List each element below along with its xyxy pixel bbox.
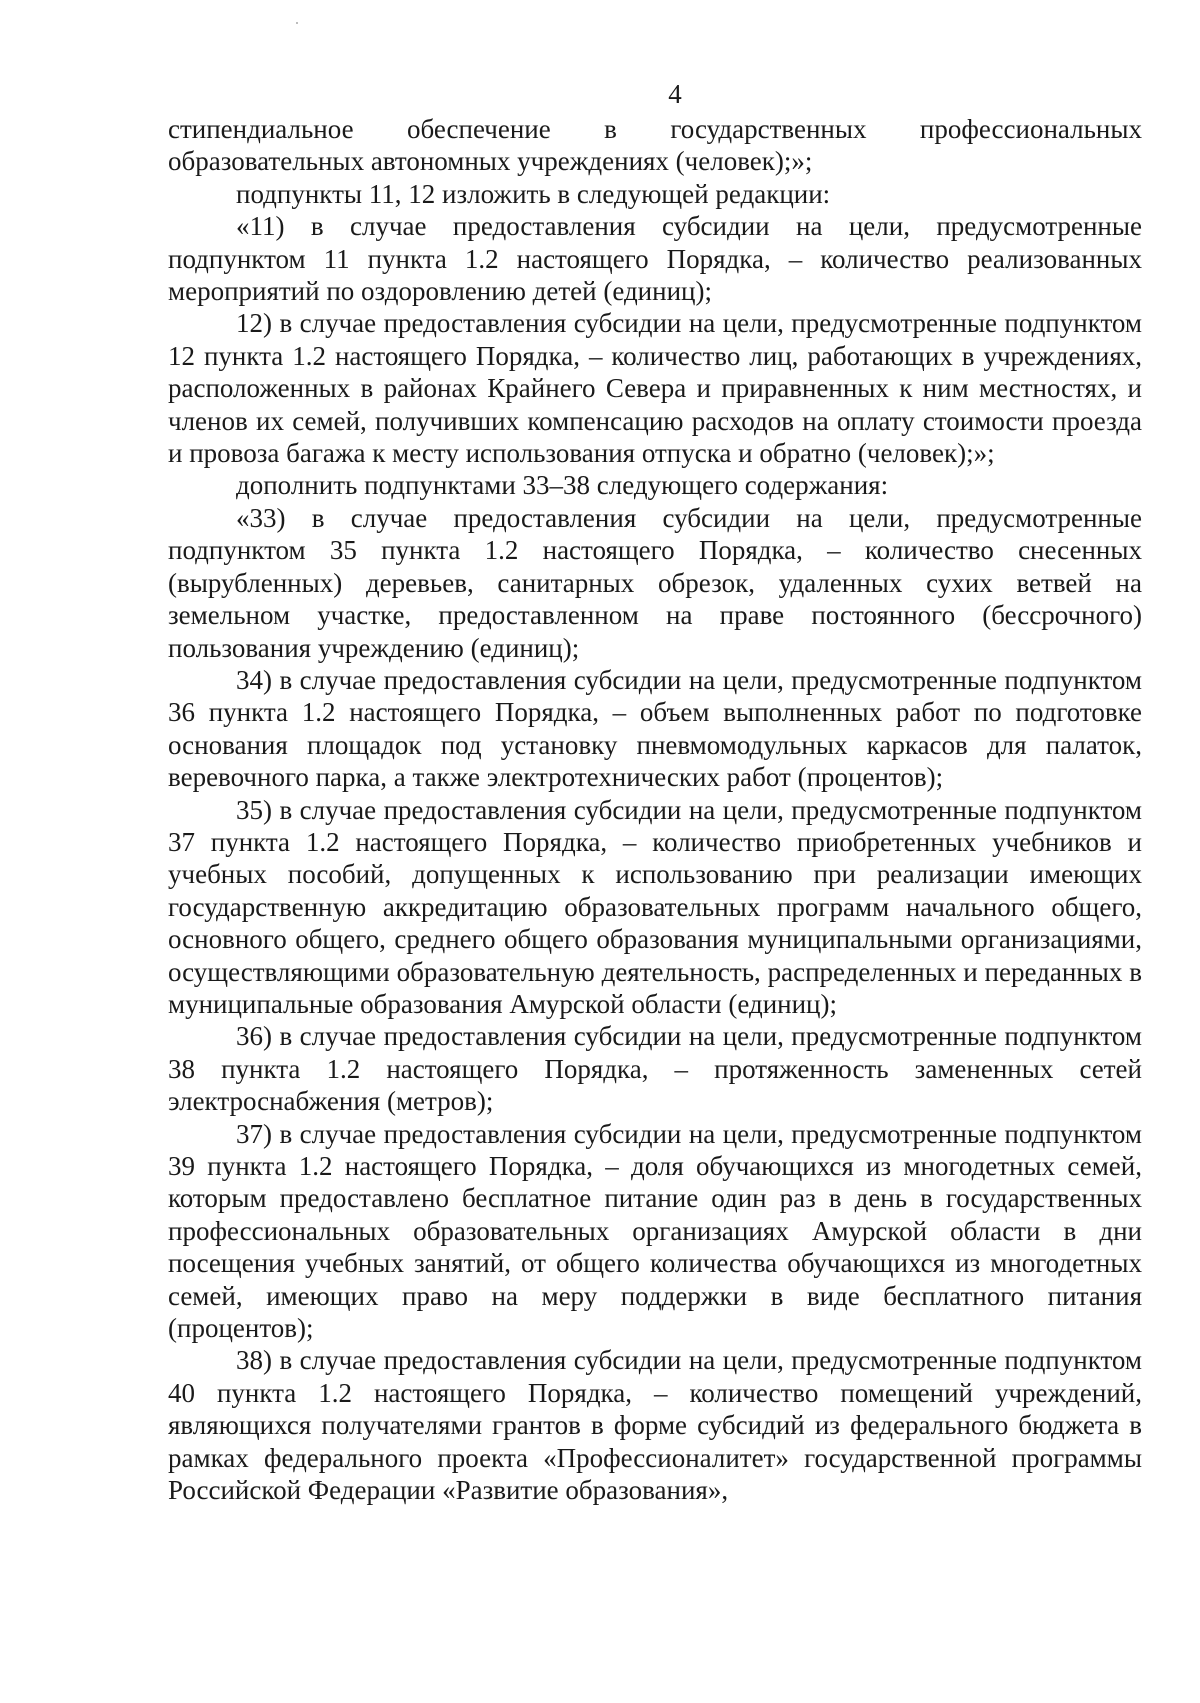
paragraph-item-11: «11) в случае предоставления субсидии на цели, предусмотренные подпунктом 11 пункта 1.2 настоящего Порядка, – количество реализованных мероприятий по оздоровлению детей (единиц); [168,211,1142,307]
paragraph-subitems-33-38-intro: дополнить подпунктами 33–38 следующего содержания: [236,470,889,501]
paragraph-item-12: 12) в случае предоставления субсидии на цели, предусмотренные подпунктом 12 пункта 1.2 настоящего Порядка, – количество лиц, работающих в учреждениях, расположенных в районах Крайнего Севера и приравненных к ним местностях, и членов их семей, получивших компенсацию расходов на оплату стоимости проезда и провоза багажа к месту использования отпуска и обратно (человек);»; [168,308,1142,469]
paragraph-item-35: 35) в случае предоставления субсидии на цели, предусмотренные подпунктом 37 пункта 1.2 настоящего Порядка, – количество приобретенных учебников и учебных пособий, допущенных к использованию при реализации имеющих государственную аккредитацию образовательных программ начального общего, основного общего, среднего общего образования муниципальными организациями, осуществляющими образовательную деятельность, распределенных и переданных в муниципальные образования Амурской области (единиц); [168,794,1142,1019]
paragraph-item-38: 38) в случае предоставления субсидии на цели, предусмотренные подпунктом 40 пункта 1.2 настоящего Порядка, – количество помещений учреждений, являющихся получателями грантов в форме субсидий из федерального бюджета в рамках федерального проекта «Профессионалитет» государственной программы Российской Федерации «Развитие образования», [168,1345,1142,1506]
paragraph-item-34: 34) в случае предоставления субсидии на цели, предусмотренные подпунктом 36 пункта 1.2 настоящего Порядка, – объем выполненных работ по подготовке основания площадок под установку пневмомодульных каркасов для палаток, веревочного парка, а также электротехнических работ (процентов); [168,664,1142,793]
paragraph-item-36: 36) в случае предоставления субсидии на цели, предусмотренные подпунктом 38 пункта 1.2 настоящего Порядка, – протяженность замененных сетей электроснабжения (метров); [168,1021,1142,1117]
paragraph-subitems-11-12-intro: подпункты 11, 12 изложить в следующей редакции: [236,178,831,209]
paragraph-item-37: 37) в случае предоставления субсидии на цели, предусмотренные подпунктом 39 пункта 1.2 настоящего Порядка, – доля обучающихся из многодетных семей, которым предоставлено бесплатное питание один раз в день в государственных профессиональных образовательных организациях Амурской области в дни посещения учебных занятий, от общего количества обучающихся из многодетных семей, имеющих право на меру поддержки в виде бесплатного питания (процентов); [168,1118,1142,1344]
page-number: 4 [668,79,682,109]
paragraph-item-33: «33) в случае предоставления субсидии на цели, предусмотренные подпунктом 35 пункта 1.2 настоящего Порядка, – количество снесенных (вырубленных) деревьев, санитарных обрезок, удаленных сухих ветвей на земельном участке, предоставленном на праве постоянного (бессрочного) пользования учреждению (единиц); [168,502,1142,663]
paragraph-continuation: стипендиальное обеспечение в государственных профессиональных образовательных автономных учреждениях (человек);»; [168,114,1142,177]
scan-artifact [296,22,298,24]
document-page [168,78,1142,1506]
